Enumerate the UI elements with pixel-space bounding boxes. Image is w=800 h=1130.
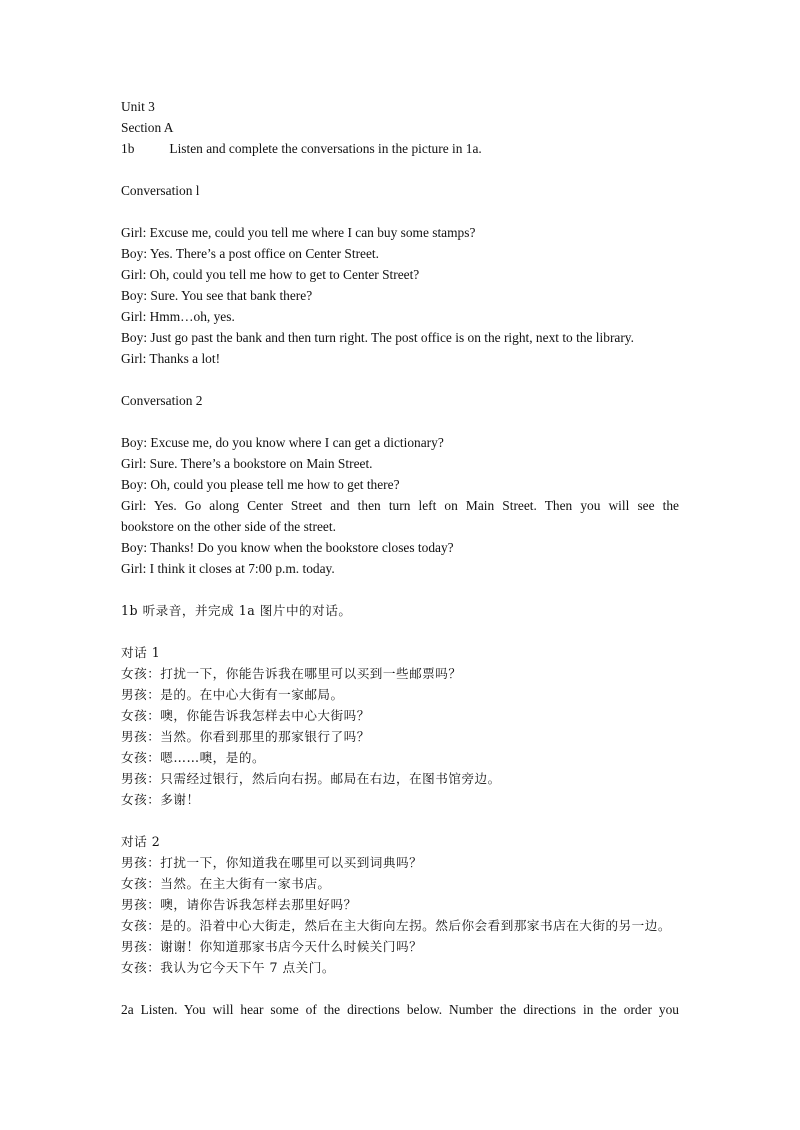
conversation-1-line: Girl: Excuse me, could you tell me where I can buy some stamps? (121, 225, 476, 240)
conversation-2-line: Boy: Excuse me, do you know where I can get a dictionary? (121, 435, 444, 450)
conversation-cn-1-line: 女孩：噢，你能告诉我怎样去中心大街吗？ (121, 708, 370, 723)
conversation-1-line: Girl: Hmm…oh, yes. (121, 309, 235, 324)
section-heading: Section A (121, 120, 174, 135)
task-1b-text: Listen and complete the conversations in the picture in 1a. (169, 141, 482, 156)
conversation-cn-1-line: 男孩：当然。你看到那里的那家银行了吗？ (121, 729, 370, 744)
conversation-1-line: Girl: Thanks a lot! (121, 351, 221, 366)
conversation-2-line: Boy: Oh, could you please tell me how to get there? (121, 477, 400, 492)
conversation-cn-2-line: 男孩：打扰一下，你知道我在哪里可以买到词典吗？ (121, 855, 423, 870)
conversation-cn-1-line: 女孩：嗯……噢，是的。 (121, 750, 266, 765)
conversation-cn-1-title: 对话 1 (121, 645, 161, 660)
conversation-cn-2-line: 男孩：噢，请你告诉我怎样去那里好吗？ (121, 897, 357, 912)
conversation-cn-1-line: 女孩：多谢！ (121, 792, 200, 807)
conversation-cn-2-line: 男孩：谢谢！你知道那家书店今天什么时候关门吗？ (121, 939, 423, 954)
conversation-1-line: Boy: Yes. There’s a post office on Center Street. (121, 246, 379, 261)
task-1b-instruction (121, 138, 679, 159)
conversation-cn-1-line: 女孩：打扰一下，你能告诉我在哪里可以买到一些邮票吗？ (121, 666, 462, 681)
conversation-cn-1-line: 男孩：是的。在中心大街有一家邮局。 (121, 687, 344, 702)
conversation-cn-1-line: 男孩：只需经过银行，然后向右拐。邮局在右边，在图书馆旁边。 (121, 771, 501, 786)
conversation-cn-2-line: 女孩：当然。在主大街有一家书店。 (121, 876, 331, 891)
conversation-cn-2-line: 女孩：我认为它今天下午 7 点关门。 (121, 960, 335, 975)
task-1b-cn-instruction: 1b 听录音，并完成 1a 图片中的对话。 (121, 603, 352, 618)
conversation-1-line: Girl: Oh, could you tell me how to get to Center Street? (121, 267, 420, 282)
conversation-2-line: Girl: Sure. There’s a bookstore on Main Street. (121, 456, 373, 471)
unit-heading: Unit 3 (121, 99, 155, 114)
conversation-2-line: Girl: Yes. Go along Center Street and then turn left on Main Street. Then you will see the (121, 498, 679, 513)
conversation-1-title: Conversation l (121, 183, 200, 198)
conversation-2-line: bookstore on the other side of the street. (121, 519, 336, 534)
conversation-2-line: Girl: I think it closes at 7:00 p.m. today. (121, 561, 335, 576)
conversation-1-line: Boy: Just go past the bank and then turn right. The post office is on the right, next to the library. (121, 330, 634, 345)
document-page (121, 96, 679, 1020)
conversation-cn-2-line: 女孩：是的。沿着中心大街走，然后在主大街向左拐。然后你会看到那家书店在大街的另一边。 (121, 918, 671, 933)
conversation-cn-2-title: 对话 2 (121, 834, 161, 849)
conversation-2-title: Conversation 2 (121, 393, 203, 408)
task-1b-number: 1b (121, 141, 135, 156)
task-2a-instruction: 2a Listen. You will hear some of the directions below. Number the directions in the order you (121, 1002, 679, 1017)
conversation-1-line: Boy: Sure. You see that bank there? (121, 288, 313, 303)
conversation-2-line: Boy: Thanks! Do you know when the bookstore closes today? (121, 540, 454, 555)
